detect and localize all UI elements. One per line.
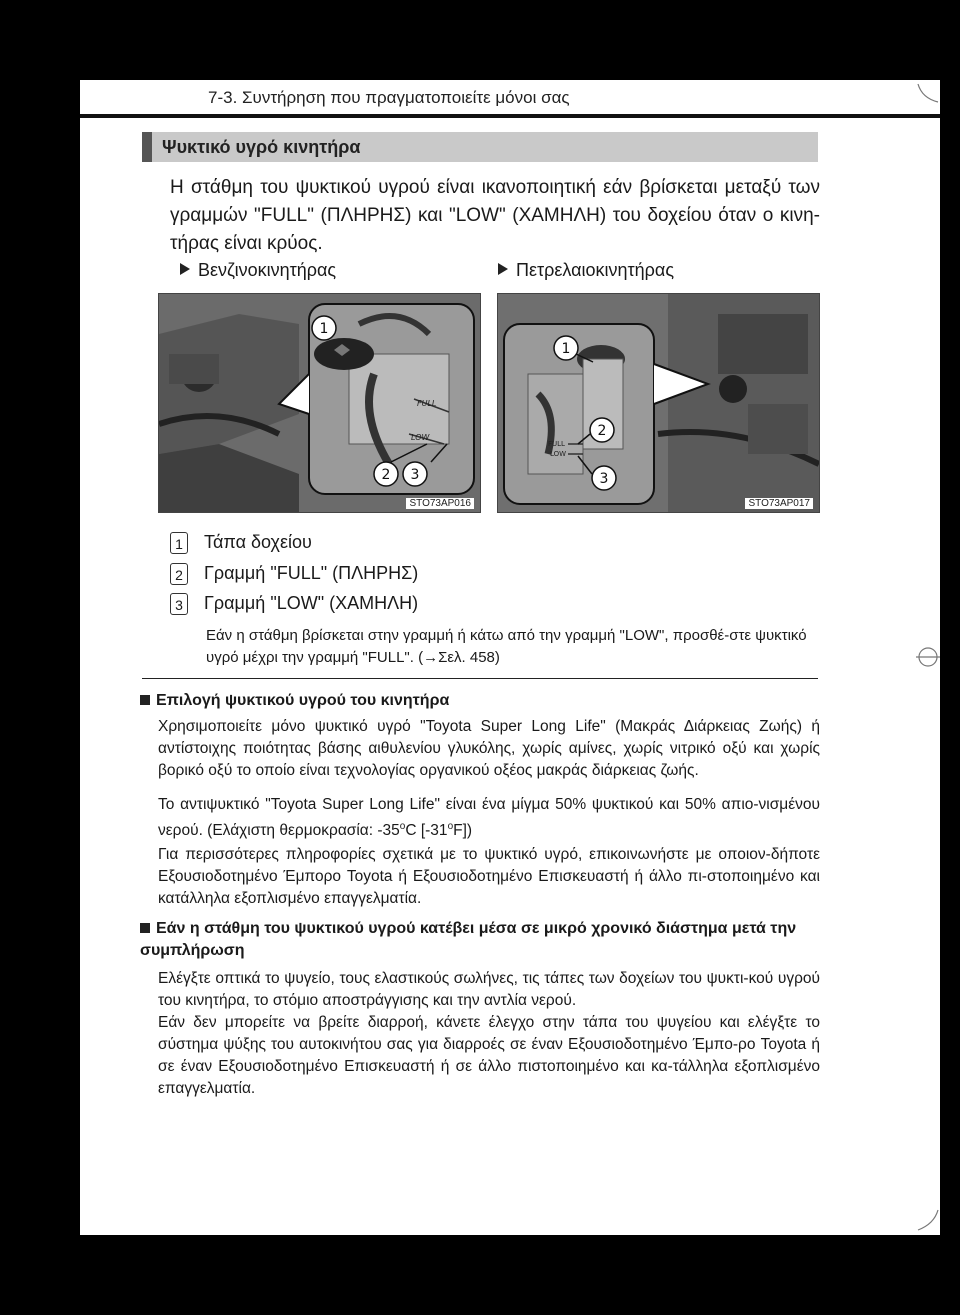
header-rule <box>80 114 940 118</box>
diesel-low-mark: LOW <box>550 450 567 458</box>
coolant-selection-p1: Χρησιμοποιείτε μόνο ψυκτικό υγρό "Toyota Super Long Life" (Μακράς Διάρκειας Ζωής) ή αντίστοιχης ποιότητας βάσης αιθυλενίου γλυκόλης, χωρίς αμίνες, χωρίς νιτρικό οξύ και χωρίς βορικό οξύ το οποίο είναι τεχνολογίας οργανικού οξέος μακράς διάρκειας ζωής. <box>158 718 820 779</box>
diesel-figure-code: STO73AP017 <box>745 498 813 509</box>
diesel-variant-label: Πετρελαιοκινητήρας <box>498 260 674 281</box>
coolant-selection-p2: Το αντιψυκτικό "Toyota Super Long Life" είναι ένα μίγμα 50% ψυκτικού και 50% απιο-νισμένου νερού. (Ελάχιστη θερμοκρασία: -35$^o$C [-31$^o$F]) <box>158 796 820 840</box>
legend-note: Εάν η στάθμη βρίσκεται στην γραμμή ή κάτω από την γραμμή "LOW", προσθέ-στε ψυκτικό υγρό μέχρι την γραμμή "FULL". (→Σελ. 458) <box>206 627 807 666</box>
number-badge: 3 <box>170 593 188 615</box>
diesel-engine-photo <box>497 293 820 513</box>
legend-item-low: 3 Γραμμή "LOW" (ΧΑΜΗΛΗ) <box>170 590 418 616</box>
triangle-bullet-icon <box>498 263 508 275</box>
petrol-figure-code: STO73AP016 <box>406 498 474 509</box>
coolant-selection-title: Επιλογή ψυκτικού υγρού του κινητήρα <box>140 690 830 712</box>
svg-text:2: 2 <box>381 467 391 483</box>
diesel-full-mark: FULL <box>548 440 565 448</box>
manual-page <box>80 80 940 1235</box>
petrol-full-mark: FULL <box>417 399 437 408</box>
petrol-variant-label: Βενζινοκινητήρας <box>180 260 336 281</box>
section-divider <box>142 678 818 679</box>
coolant-selection-p3: Για περισσότερες πληροφορίες σχετικά με το ψυκτικό υγρό, επικοινωνήστε με οποιον-δήποτε Εξουσιοδοτημένο Έμπορο Toyota ή Εξουσιοδοτημένο Επισκευαστή ή άλλο πι-στοποιημένο και κατάλληλα εξοπλισμένο επαγγελματία. <box>158 846 820 907</box>
chapter-header: 7-3. Συντήρηση που πραγματοποιείτε μόνοι σας <box>208 88 570 107</box>
section-title: Ψυκτικό υγρό κινητήρα <box>142 132 818 162</box>
svg-text:1: 1 <box>561 341 571 357</box>
legend-item-full: 2 Γραμμή "FULL" (ΠΛΗΡΗΣ) <box>170 560 418 586</box>
square-bullet-icon <box>140 695 150 705</box>
petrol-low-mark: LOW <box>411 433 430 442</box>
level-drop-title: Εάν η στάθμη του ψυκτικού υγρού κατέβει μέσα σε μικρό χρονικό διάστημα μετά την συμπλήρωση <box>140 920 797 959</box>
square-bullet-icon <box>140 923 150 933</box>
triangle-bullet-icon <box>180 263 190 275</box>
svg-text:1: 1 <box>319 321 329 337</box>
registration-mark-icon <box>916 1208 940 1232</box>
svg-text:3: 3 <box>410 467 420 483</box>
legend-item-cap: 1 Τάπα δοχείου <box>170 529 312 555</box>
level-drop-p1: Ελέγξτε οπτικά το ψυγείο, τους ελαστικούς σωλήνες, τις τάπες των δοχείων του ψυκτι-κού υγρού του κινητήρα, το στόμιο αποστράγγισης και την αντλία νερού. <box>158 970 820 1009</box>
intro-paragraph: Η στάθμη του ψυκτικού υγρού είναι ικανοποιητική εάν βρίσκεται μεταξύ των γραμμών "FULL" (ΠΛΗΡΗΣ) και "LOW" (ΧΑΜΗΛΗ) του δοχείου όταν ο κινη-τήρας είναι κρύος. <box>170 177 820 254</box>
registration-mark-icon <box>916 645 940 669</box>
number-badge: 1 <box>170 532 188 554</box>
petrol-engine-photo <box>158 293 481 513</box>
level-drop-p2: Εάν δεν μπορείτε να βρείτε διαρροή, κάνετε έλεγχο στην τάπα του ψυγείου και ελέγξτε το σύστημα ψύξης του αυτοκινήτου σας για διαρροές σε έναν Εξουσιοδοτημένο Έμπο-ρο Toyota ή σε έναν Εξουσιοδοτημένο Επισκευαστή ή σε άλλο πιστοποιημένο και κα-τάλληλα εξοπλισμένο επαγγελματία. <box>158 1014 820 1097</box>
svg-text:2: 2 <box>597 423 607 439</box>
registration-mark-icon <box>916 82 940 106</box>
number-badge: 2 <box>170 563 188 585</box>
svg-text:3: 3 <box>599 471 609 487</box>
